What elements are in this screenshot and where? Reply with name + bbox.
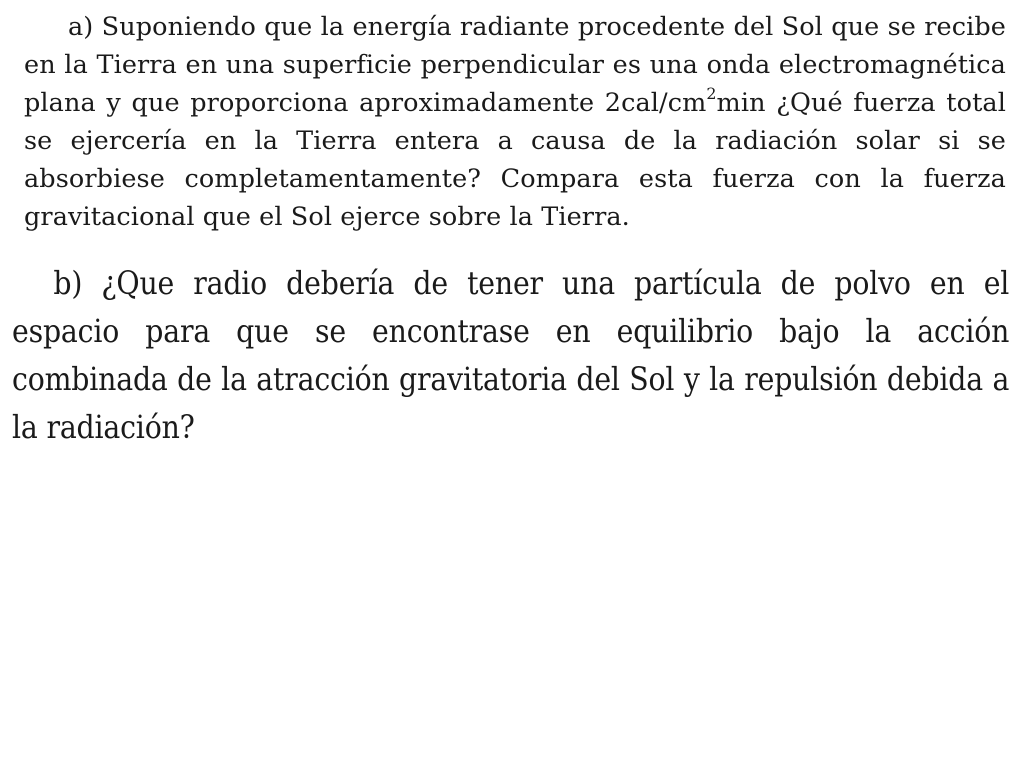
problem-b-text: b) ¿Que radio debería de tener una partícula de polvo en el espacio para que se encontrase en equilibrio bajo la acción combinada de la atracción gravitatoria del Sol y la repulsión debida a la radiación? (12, 266, 1010, 446)
squared-exponent: 2 (706, 84, 717, 104)
problem-a-text-end: min ¿Qué fuerza total se ejercería en la Tierra entera a causa de la radiación solar si se absorbiese completamentamente? Compara esta fuerza con la fuerza gravitacional que el Sol ejerce sobre la Tierra. (24, 88, 1006, 232)
problem-a-paragraph (24, 8, 1006, 236)
problem-b-paragraph (12, 260, 1009, 452)
problem-a-text-start: a) Suponiendo que la energía radiante procedente del Sol que se recibe en la Tierra en una superficie perpendicular es una onda electromagnética plana y que proporciona aproximadamente 2cal/cm (24, 12, 1006, 118)
